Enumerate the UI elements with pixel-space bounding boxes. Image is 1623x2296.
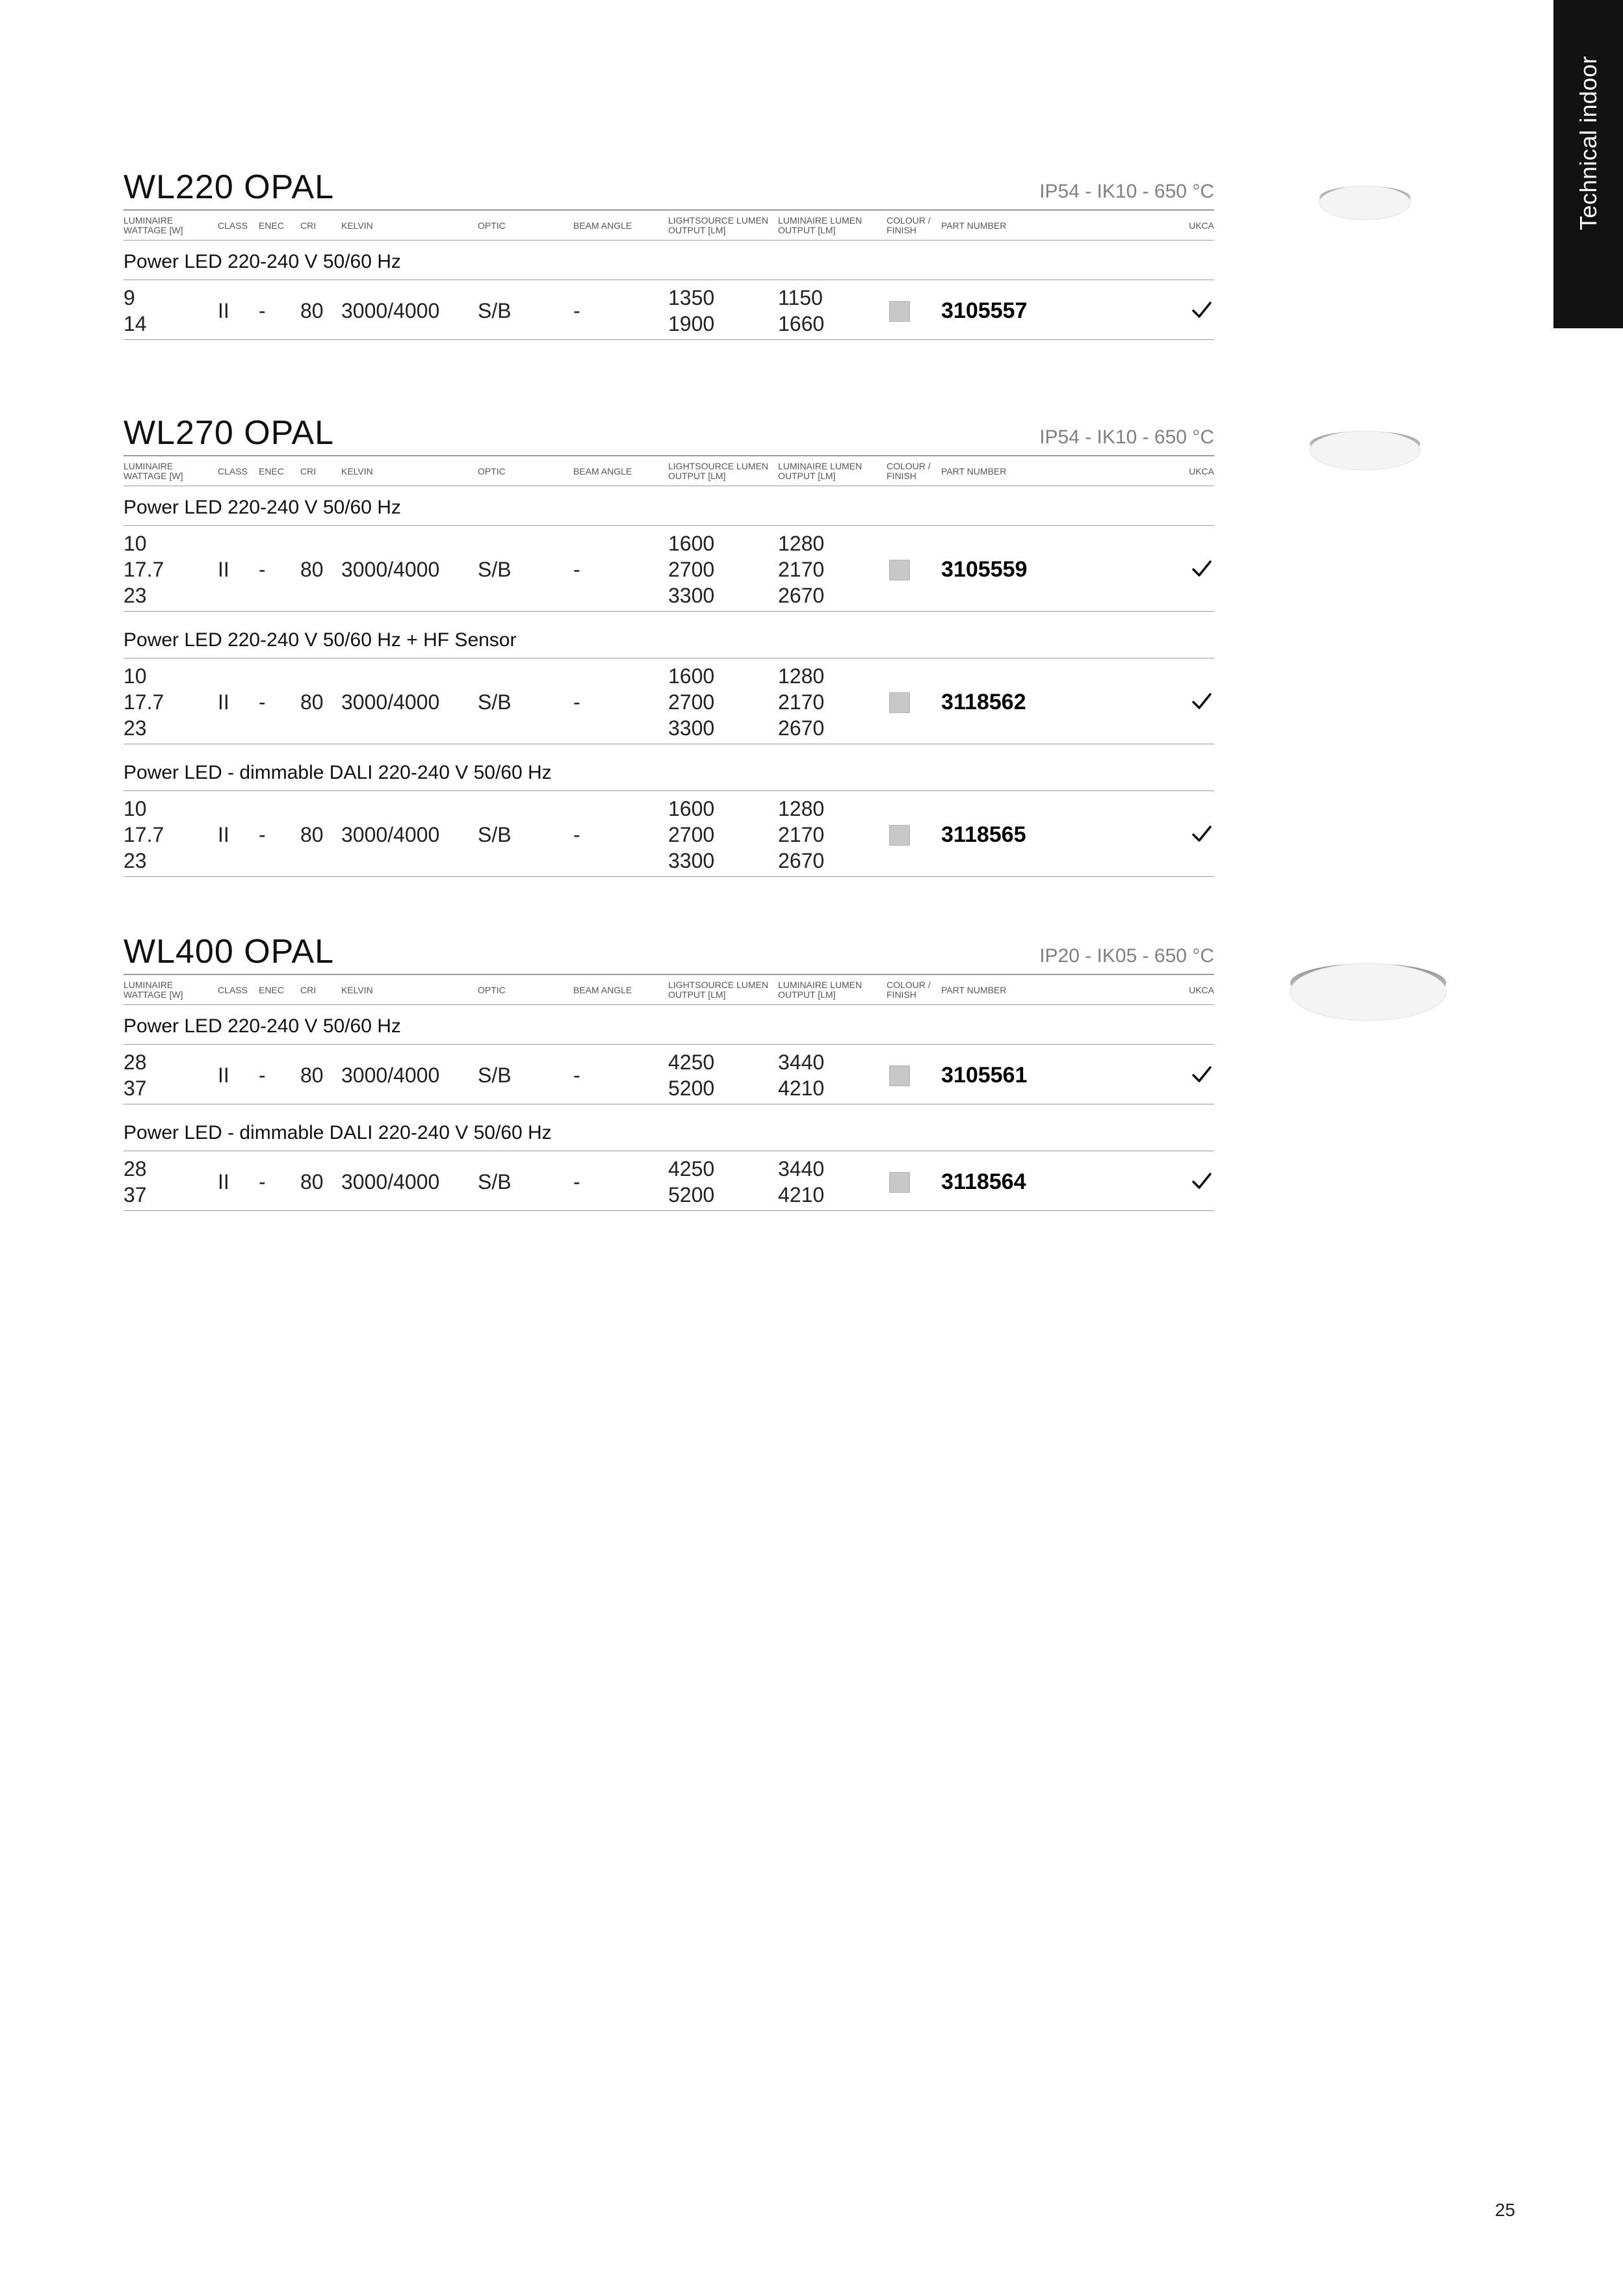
ls-lumen-value: 1600 — [668, 532, 715, 555]
class-value: II — [218, 299, 229, 322]
column-header-ls_lumen: LIGHTSOURCE LUMEN OUTPUT [LM] — [668, 461, 769, 481]
lum-lumen-value: 1280 — [778, 532, 825, 555]
wattage-value: 23 — [123, 849, 147, 872]
wattage-value: 37 — [123, 1076, 147, 1100]
kelvin-value: 3000/4000 — [341, 823, 440, 846]
column-header-enec: ENEC — [259, 985, 284, 995]
cri-value: 80 — [300, 1170, 324, 1194]
colour-finish-swatch — [889, 692, 910, 713]
lum-lumen-value: 2670 — [778, 849, 825, 872]
group-title: Power LED 220-240 V 50/60 Hz — [123, 497, 401, 518]
lum-lumen-value: 1660 — [778, 312, 825, 335]
column-header-ls_lumen: LIGHTSOURCE LUMEN OUTPUT [LM] — [668, 215, 769, 235]
cri-value: 80 — [300, 558, 324, 581]
optic-value: S/B — [478, 823, 512, 846]
beam-value: - — [573, 1170, 580, 1194]
column-header-class: CLASS — [218, 220, 248, 231]
enec-value: - — [259, 558, 266, 581]
column-header-cri: CRI — [300, 220, 317, 231]
class-value: II — [218, 823, 229, 846]
column-header-ukca: UKCA — [1189, 466, 1214, 476]
column-header-beam: BEAM ANGLE — [573, 466, 632, 476]
column-header-kelvin: KELVIN — [341, 985, 373, 995]
optic-value: S/B — [478, 1170, 512, 1194]
column-header-optic: OPTIC — [478, 220, 506, 231]
column-header-ukca: UKCA — [1189, 985, 1214, 995]
ls-lumen-value: 4250 — [668, 1050, 715, 1074]
part-number[interactable]: 3118562 — [941, 690, 1026, 714]
column-header-beam: BEAM ANGLE — [573, 985, 632, 995]
beam-value: - — [573, 823, 580, 846]
column-header-enec: ENEC — [259, 220, 284, 231]
optic-value: S/B — [478, 558, 512, 581]
ls-lumen-value: 3300 — [668, 716, 715, 740]
column-header-lum_lumen: LUMINAIRE LUMEN OUTPUT [LM] — [778, 980, 863, 1000]
column-header-ukca: UKCA — [1189, 220, 1214, 231]
lum-lumen-value: 4210 — [778, 1076, 825, 1100]
wl220-lamp-image — [1313, 181, 1417, 226]
optic-value: S/B — [478, 690, 512, 714]
column-header-kelvin: KELVIN — [341, 466, 373, 476]
kelvin-value: 3000/4000 — [341, 299, 440, 322]
side-tab-label: Technical indoor — [1574, 55, 1602, 231]
column-header-colour: COLOUR / FINISH — [887, 461, 931, 481]
column-header-cri: CRI — [300, 466, 317, 476]
ukca-check-icon — [1191, 823, 1213, 845]
lum-lumen-value: 4210 — [778, 1183, 825, 1207]
ls-lumen-value: 2700 — [668, 690, 715, 714]
lum-lumen-value: 2170 — [778, 558, 825, 581]
group-rule — [123, 658, 1214, 659]
ls-lumen-value: 1900 — [668, 312, 715, 335]
column-header-optic: OPTIC — [478, 466, 506, 476]
wattage-value: 23 — [123, 716, 147, 740]
wattage-value: 14 — [123, 312, 147, 335]
kelvin-value: 3000/4000 — [341, 1170, 440, 1194]
cri-value: 80 — [300, 1063, 324, 1087]
lum-lumen-value: 2170 — [778, 690, 825, 714]
column-header-beam: BEAM ANGLE — [573, 220, 632, 231]
column-header-wattage: LUMINAIRE WATTAGE [W] — [123, 215, 183, 235]
ukca-check-icon — [1191, 690, 1213, 712]
column-header-enec: ENEC — [259, 466, 284, 476]
cri-value: 80 — [300, 690, 324, 714]
ls-lumen-value: 2700 — [668, 558, 715, 581]
group-rule — [123, 1044, 1214, 1045]
group-title: Power LED 220-240 V 50/60 Hz + HF Sensor — [123, 629, 517, 651]
optic-value: S/B — [478, 1063, 512, 1087]
kelvin-value: 3000/4000 — [341, 1063, 440, 1087]
table-header-bottom-rule — [123, 1004, 1214, 1005]
wattage-value: 10 — [123, 532, 147, 555]
column-header-ls_lumen: LIGHTSOURCE LUMEN OUTPUT [LM] — [668, 980, 769, 1000]
group-bottom-rule — [123, 611, 1214, 612]
wattage-value: 28 — [123, 1050, 147, 1074]
table-header-rule — [123, 455, 1214, 456]
enec-value: - — [259, 690, 266, 714]
ukca-check-icon — [1191, 558, 1213, 580]
ls-lumen-value: 1600 — [668, 664, 715, 688]
lum-lumen-value: 2670 — [778, 584, 825, 607]
ls-lumen-value: 5200 — [668, 1076, 715, 1100]
cri-value: 80 — [300, 299, 324, 322]
group-title: Power LED - dimmable DALI 220-240 V 50/60 Hz — [123, 762, 552, 783]
enec-value: - — [259, 1063, 266, 1087]
table-header-rule — [123, 974, 1214, 975]
colour-finish-swatch — [889, 560, 910, 581]
wattage-value: 23 — [123, 584, 147, 607]
colour-finish-swatch — [889, 301, 910, 322]
part-number[interactable]: 3105557 — [941, 298, 1028, 323]
beam-value: - — [573, 558, 580, 581]
group-bottom-rule — [123, 1210, 1214, 1211]
ls-lumen-value: 5200 — [668, 1183, 715, 1207]
product-rating: IP54 - IK10 - 650 °C — [1039, 426, 1214, 448]
part-number[interactable]: 3118564 — [941, 1169, 1026, 1194]
ls-lumen-value: 3300 — [668, 849, 715, 872]
wattage-value: 10 — [123, 664, 147, 688]
group-title: Power LED 220-240 V 50/60 Hz — [123, 251, 401, 272]
lum-lumen-value: 3440 — [778, 1050, 825, 1074]
ls-lumen-value: 2700 — [668, 823, 715, 846]
colour-finish-swatch — [889, 825, 910, 846]
column-header-wattage: LUMINAIRE WATTAGE [W] — [123, 980, 183, 1000]
enec-value: - — [259, 823, 266, 846]
lum-lumen-value: 2170 — [778, 823, 825, 846]
lum-lumen-value: 3440 — [778, 1157, 825, 1181]
column-header-class: CLASS — [218, 466, 248, 476]
product-rating: IP20 - IK05 - 650 °C — [1039, 945, 1214, 967]
column-header-wattage: LUMINAIRE WATTAGE [W] — [123, 461, 183, 481]
wattage-value: 28 — [123, 1157, 147, 1181]
group-rule — [123, 790, 1214, 791]
wattage-value: 17.7 — [123, 823, 164, 846]
kelvin-value: 3000/4000 — [341, 690, 440, 714]
lum-lumen-value: 1280 — [778, 664, 825, 688]
ls-lumen-value: 1350 — [668, 286, 715, 309]
beam-value: - — [573, 690, 580, 714]
group-title: Power LED - dimmable DALI 220-240 V 50/60 Hz — [123, 1122, 552, 1143]
ukca-check-icon — [1191, 1063, 1213, 1086]
ls-lumen-value: 4250 — [668, 1157, 715, 1181]
wl400-lamp-image — [1284, 956, 1453, 1034]
wattage-value: 9 — [123, 286, 135, 309]
page-number: 25 — [1495, 2200, 1516, 2220]
colour-finish-swatch — [889, 1065, 910, 1086]
wl270-lamp-image — [1303, 426, 1427, 478]
column-header-cri: CRI — [300, 985, 317, 995]
colour-finish-swatch — [889, 1172, 910, 1193]
table-header-rule — [123, 209, 1214, 211]
class-value: II — [218, 558, 229, 581]
group-bottom-rule — [123, 339, 1214, 340]
ukca-check-icon — [1191, 299, 1213, 321]
beam-value: - — [573, 299, 580, 322]
class-value: II — [218, 1170, 229, 1194]
part-number[interactable]: 3118565 — [941, 822, 1026, 847]
column-header-part: PART NUMBER — [941, 220, 1007, 231]
column-header-kelvin: KELVIN — [341, 220, 373, 231]
class-value: II — [218, 1063, 229, 1087]
enec-value: - — [259, 1170, 266, 1194]
wattage-value: 37 — [123, 1183, 147, 1207]
side-tab[interactable] — [1553, 0, 1623, 328]
product-title: WL220 OPAL — [123, 168, 335, 206]
column-header-part: PART NUMBER — [941, 985, 1007, 995]
enec-value: - — [259, 299, 266, 322]
wattage-value: 17.7 — [123, 690, 164, 714]
wattage-value: 17.7 — [123, 558, 164, 581]
beam-value: - — [573, 1063, 580, 1087]
part-number[interactable]: 3105561 — [941, 1063, 1028, 1088]
product-title: WL400 OPAL — [123, 933, 335, 971]
part-number[interactable]: 3105559 — [941, 557, 1028, 582]
group-bottom-rule — [123, 876, 1214, 877]
lum-lumen-value: 1280 — [778, 797, 825, 820]
column-header-class: CLASS — [218, 985, 248, 995]
column-header-colour: COLOUR / FINISH — [887, 980, 931, 1000]
kelvin-value: 3000/4000 — [341, 558, 440, 581]
column-header-lum_lumen: LUMINAIRE LUMEN OUTPUT [LM] — [778, 215, 863, 235]
optic-value: S/B — [478, 299, 512, 322]
table-header-bottom-rule — [123, 240, 1214, 241]
product-rating: IP54 - IK10 - 650 °C — [1039, 181, 1214, 202]
column-header-colour: COLOUR / FINISH — [887, 215, 931, 235]
lum-lumen-value: 1150 — [778, 286, 823, 309]
cri-value: 80 — [300, 823, 324, 846]
column-header-optic: OPTIC — [478, 985, 506, 995]
group-title: Power LED 220-240 V 50/60 Hz — [123, 1015, 401, 1037]
group-rule — [123, 525, 1214, 526]
column-header-part: PART NUMBER — [941, 466, 1007, 476]
lum-lumen-value: 2670 — [778, 716, 825, 740]
product-title: WL270 OPAL — [123, 414, 335, 452]
wattage-value: 10 — [123, 797, 147, 820]
column-header-lum_lumen: LUMINAIRE LUMEN OUTPUT [LM] — [778, 461, 863, 481]
ls-lumen-value: 1600 — [668, 797, 715, 820]
ls-lumen-value: 3300 — [668, 584, 715, 607]
ukca-check-icon — [1191, 1170, 1213, 1192]
class-value: II — [218, 690, 229, 714]
